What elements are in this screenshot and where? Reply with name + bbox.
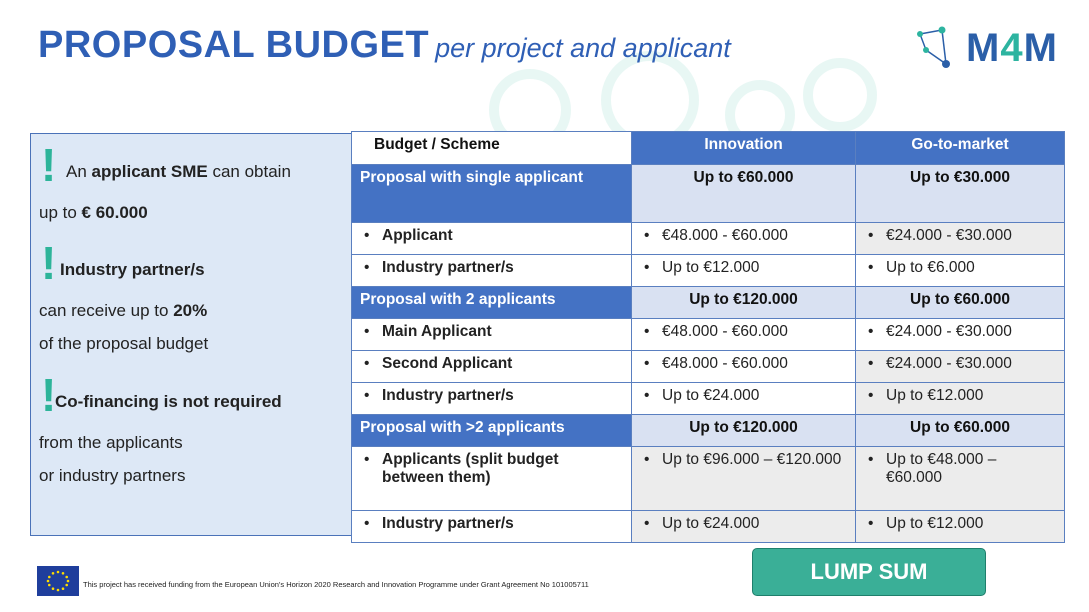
logo-m2: M [1023, 26, 1058, 70]
info-line-7: from the applicants [39, 433, 183, 452]
section-label: Proposal with 2 applicants [352, 287, 632, 319]
exclamation-icon: ! [41, 139, 57, 191]
section-gtm: Up to €60.000 [856, 415, 1065, 447]
section-label: Proposal with >2 applicants [352, 415, 632, 447]
exclamation-icon: ! [41, 369, 57, 421]
header-innovation: Innovation [632, 132, 856, 165]
section-label: Proposal with single applicant [352, 165, 632, 223]
info-line-6: Co-financing is not required [55, 392, 282, 411]
table-header-row [352, 132, 1065, 165]
section-innovation: Up to €120.000 [632, 415, 856, 447]
page-title [38, 24, 731, 67]
header-budget-scheme: Budget / Scheme [352, 132, 632, 165]
info-line-3: Industry partner/s [60, 260, 205, 279]
m4m-logo [912, 24, 1062, 74]
table-row: • Industry partner/s • Up to €24.000 • Up to €12.000 [352, 511, 1065, 543]
budget-table [351, 131, 1065, 543]
title-sub: per project and applicant [435, 33, 731, 63]
section-row [352, 165, 1065, 223]
logo-m1: M [966, 26, 1001, 70]
section-gtm: Up to €60.000 [856, 287, 1065, 319]
info-line-2: up to € 60.000 [39, 203, 148, 222]
header-go-to-market: Go-to-market [856, 132, 1065, 165]
section-innovation: Up to €120.000 [632, 287, 856, 319]
table-row: • Applicants (split budget between them) • Up to €96.000 – €120.000 • Up to €48.000 – €60.000 [352, 447, 1065, 511]
network-icon [912, 24, 962, 74]
info-line-5: of the proposal budget [39, 334, 209, 353]
title-main: PROPOSAL BUDGET [38, 24, 430, 66]
info-line-1: An applicant SME can obtain [66, 162, 291, 181]
section-innovation: Up to €60.000 [632, 165, 856, 223]
section-row [352, 415, 1065, 447]
funding-notice: This project has received funding from the European Union's Horizon 2020 Research and Innovation Programme under Grant Agreement No 101005711 [83, 580, 589, 589]
table-row: • Second Applicant • €48.000 - €60.000 • €24.000 - €30.000 [352, 351, 1065, 383]
section-gtm: Up to €30.000 [856, 165, 1065, 223]
eu-flag-icon [37, 566, 79, 596]
info-line-8: or industry partners [39, 466, 186, 485]
lump-sum-button[interactable]: LUMP SUM [752, 548, 986, 596]
exclamation-icon: ! [41, 237, 57, 289]
table-row: • Industry partner/s • Up to €12.000 • Up to €6.000 [352, 255, 1065, 287]
info-panel [30, 133, 352, 536]
table-row: • Main Applicant • €48.000 - €60.000 • €24.000 - €30.000 [352, 319, 1065, 351]
table-row: • Industry partner/s • Up to €24.000 • Up to €12.000 [352, 383, 1065, 415]
section-row [352, 287, 1065, 319]
table-row: • Applicant • €48.000 - €60.000 • €24.000 - €30.000 [352, 223, 1065, 255]
logo-4: 4 [1000, 26, 1024, 70]
info-line-4: can receive up to 20% [39, 301, 208, 320]
